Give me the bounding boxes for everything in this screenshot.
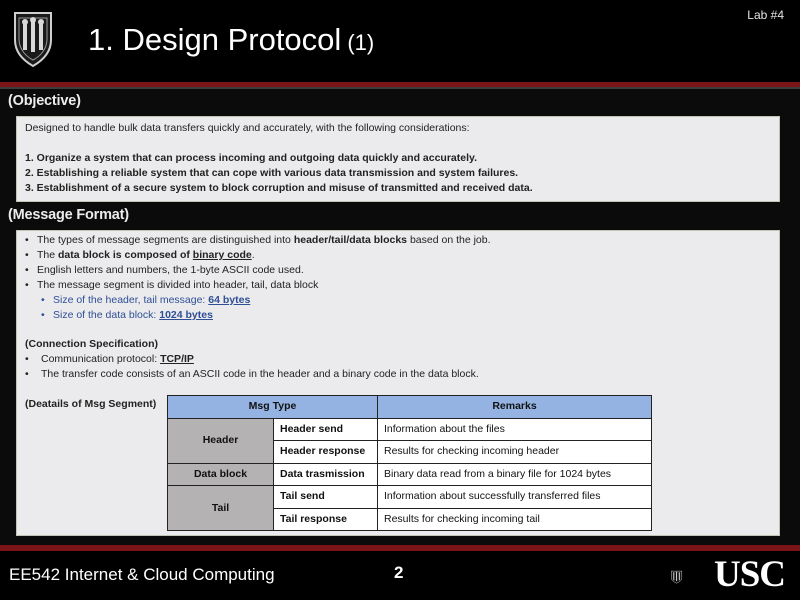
details-label: (Deatails of Msg Segment) bbox=[25, 398, 157, 410]
remarks-cell: Results for checking incoming tail bbox=[378, 508, 652, 531]
msg-type-cell: Tail send bbox=[274, 486, 378, 509]
msg-type-cell: Data trasmission bbox=[274, 463, 378, 486]
table-row bbox=[168, 486, 652, 509]
msg-type-cell: Header send bbox=[274, 418, 378, 441]
list-subitem: • Size of the header, tail message: 64 bytes bbox=[41, 294, 251, 306]
objective-heading: (Objective) bbox=[8, 93, 81, 109]
remarks-cell: Information about the files bbox=[378, 418, 652, 441]
group-tail: Tail bbox=[168, 486, 274, 531]
list-item: • The transfer code consists of an ASCII code in the header and a binary code in the data block. bbox=[25, 368, 479, 380]
title-text: 1. Design Protocol bbox=[88, 22, 342, 57]
connection-spec-heading: (Connection Specification) bbox=[25, 338, 159, 350]
group-data-block: Data block bbox=[168, 463, 274, 486]
list-item: • The types of message segments are distinguished into header/tail/data blocks based on the job. bbox=[25, 234, 491, 246]
objective-panel bbox=[16, 116, 780, 202]
usc-logo-icon bbox=[670, 557, 710, 597]
objective-intro: Designed to handle bulk data transfers quickly and accurately, with the following considerations: bbox=[25, 122, 470, 134]
list-item: • The message segment is divided into header, tail, data block bbox=[25, 279, 319, 291]
slide-footer bbox=[0, 551, 800, 600]
msg-type-cell: Header response bbox=[274, 441, 378, 464]
objective-item-2: 2. Establishing a reliable system that can cope with various data transmission and system failures. bbox=[25, 167, 519, 179]
list-subitem: • Size of the data block: 1024 bytes bbox=[41, 309, 213, 321]
table-row bbox=[168, 418, 652, 441]
objective-item-3: 3. Establishment of a secure system to block corruption and misuse of transmitted and received data. bbox=[25, 182, 533, 194]
lab-label: Lab #4 bbox=[747, 8, 784, 22]
msg-type-cell: Tail response bbox=[274, 508, 378, 531]
col-msg-type: Msg Type bbox=[168, 396, 378, 419]
usc-seal-icon bbox=[12, 10, 54, 68]
col-remarks: Remarks bbox=[378, 396, 652, 419]
header-band-shadow bbox=[0, 87, 800, 89]
list-item: • The data block is composed of binary code. bbox=[25, 249, 255, 261]
slide-header bbox=[0, 0, 800, 82]
message-format-panel bbox=[16, 230, 780, 536]
usc-wordmark: USC bbox=[714, 554, 786, 595]
group-header: Header bbox=[168, 418, 274, 463]
page-number: 2 bbox=[394, 563, 404, 582]
objective-item-1: 1. Organize a system that can process incoming and outgoing data quickly and accurately. bbox=[25, 152, 478, 164]
slide-title bbox=[88, 22, 374, 58]
course-title: EE542 Internet & Cloud Computing bbox=[9, 565, 275, 584]
remarks-cell: Information about successfully transferred files bbox=[378, 486, 652, 509]
msg-segment-table bbox=[167, 395, 652, 531]
table-header-row bbox=[168, 396, 652, 419]
list-item: • English letters and numbers, the 1-byte ASCII code used. bbox=[25, 264, 304, 276]
message-format-heading: (Message Format) bbox=[8, 207, 129, 223]
table-row bbox=[168, 463, 652, 486]
list-item: • Communication protocol: TCP/IP bbox=[25, 353, 194, 365]
title-number: (1) bbox=[347, 30, 375, 55]
remarks-cell: Binary data read from a binary file for 1024 bytes bbox=[378, 463, 652, 486]
remarks-cell: Results for checking incoming header bbox=[378, 441, 652, 464]
